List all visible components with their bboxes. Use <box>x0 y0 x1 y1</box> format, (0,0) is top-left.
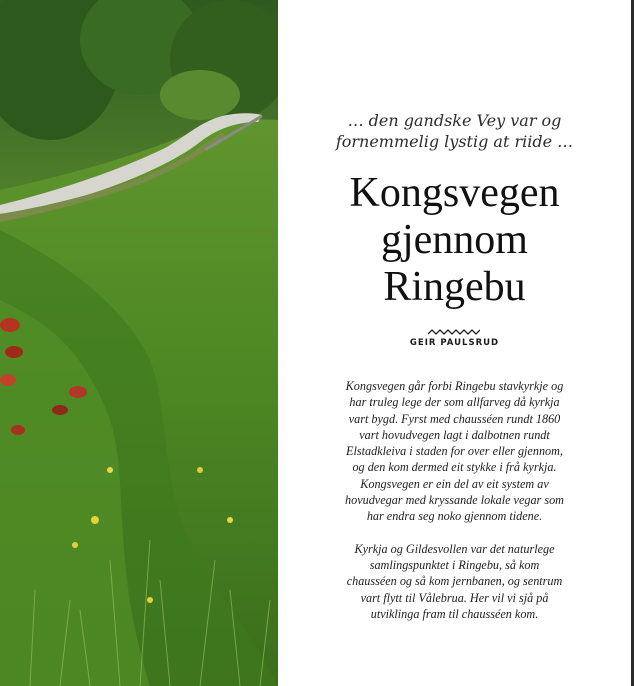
tree-highlight <box>160 70 240 120</box>
body-line: har truleg lege der som allfarveg då kyrkja <box>349 395 560 410</box>
author-byline: GEIR PAULSRUD <box>409 338 500 348</box>
photo-illustration <box>0 0 278 686</box>
body-line: chausséen og så kom jernbanen, og sentrum <box>346 574 563 589</box>
article-title <box>278 170 631 311</box>
paragraph-2 <box>278 541 631 622</box>
paragraph-1 <box>278 378 631 525</box>
epigraph <box>278 110 631 152</box>
body-line: hovudvegar med kryssande lokale vegar som <box>345 493 564 508</box>
epigraph-line: fornemmelig lystig at riide … <box>335 132 574 151</box>
article-column <box>278 0 631 686</box>
body-line: har endra seg noko gjennom tidene. <box>366 509 543 524</box>
article-body <box>278 378 631 622</box>
body-line: Kongsvegen går forbi Ringebu stavkyrkje og <box>345 379 564 393</box>
roadside-photo <box>0 0 278 686</box>
body-line: vart hovudvegen lagt i dalbotnen rundt <box>359 427 550 442</box>
body-line: vart flytt til Vålebrua. Her vil vi sjå på <box>360 590 549 605</box>
body-line: Kongsvegen er ein del av eit system av <box>360 476 549 491</box>
title-line: Ringebu <box>383 264 526 310</box>
epigraph-line: … den gandske Vey var og <box>347 111 562 130</box>
body-line: Kyrkja og Gildesvollen var det naturlege <box>354 541 555 556</box>
title-line: gjennom <box>381 217 528 263</box>
title-line: Kongsvegen <box>349 170 560 216</box>
body-line: samlingspunktet i Ringebu, så kom <box>369 557 540 572</box>
body-line: og den kom dermed eit stykke i frå kyrkja. <box>352 460 557 475</box>
body-line: Elstadkleiva i staden for over eller gjennom, <box>346 444 563 459</box>
body-line: utviklinga fram til chausséen kom. <box>370 606 539 621</box>
zigzag-ornament <box>428 328 480 336</box>
body-line: vart bygd. Fyrst med chausséen rundt 1860 <box>348 411 561 426</box>
